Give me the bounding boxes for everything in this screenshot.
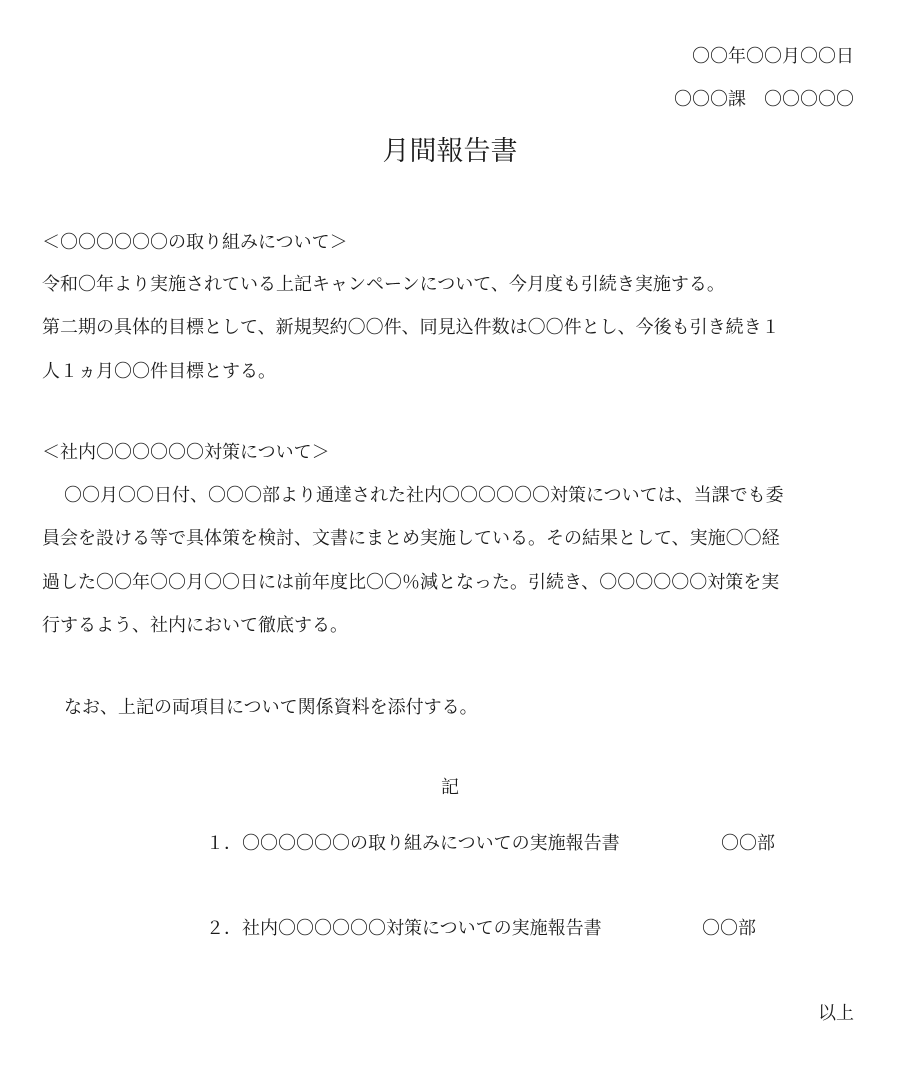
closing-text: 以上 [818, 1003, 854, 1024]
page-title: 月間報告書 [382, 136, 518, 167]
section1-line-2: 第二期の具体的目標として、新規契約〇〇件、同見込件数は〇〇件とし、今後も引き続き１ [42, 317, 780, 338]
report-date: 〇〇年〇〇月〇〇日 [692, 46, 854, 67]
section1-heading: ＜〇〇〇〇〇〇の取り組みについて＞ [42, 232, 348, 253]
sender-department: 〇〇〇課 〇〇〇〇〇 [674, 89, 854, 110]
attachment-item-1-dept: 〇〇部 [721, 833, 775, 854]
section2-heading: ＜社内〇〇〇〇〇〇対策について＞ [42, 442, 330, 463]
section2-line-2: 員会を設ける等で具体策を検討、文書にまとめ実施している。その結果として、実施〇〇経 [42, 528, 780, 549]
attachment-item-2: ２．社内〇〇〇〇〇〇対策についての実施報告書 [206, 918, 602, 939]
section2-line-3: 過した〇〇年〇〇月〇〇日には前年度比〇〇％減となった。引続き、〇〇〇〇〇〇対策を実 [42, 572, 780, 593]
section2-line-1: 〇〇月〇〇日付、〇〇〇部より通達された社内〇〇〇〇〇〇対策については、当課でも委 [64, 485, 784, 506]
attachment-item-2-dept: 〇〇部 [702, 918, 756, 939]
attachment-item-1: １．〇〇〇〇〇〇の取り組みについての実施報告書 [206, 833, 620, 854]
ki-label: 記 [441, 777, 459, 798]
section2-line-4: 行するよう、社内において徹底する。 [42, 615, 348, 636]
section1-line-1: 令和〇年より実施されている上記キャンペーンについて、今月度も引続き実施する。 [42, 274, 725, 295]
section1-line-3: 人１ヵ月〇〇件目標とする。 [42, 361, 276, 382]
attachment-note: なお、上記の両項目について関係資料を添付する。 [64, 697, 478, 718]
